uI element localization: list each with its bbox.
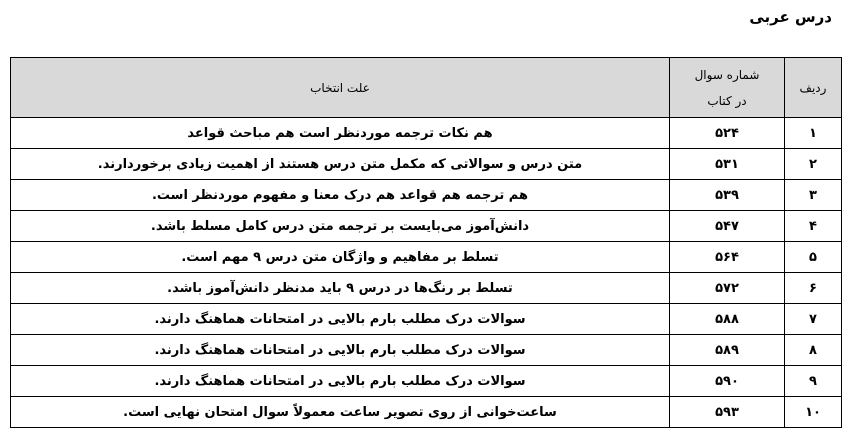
row-index: ۵ (785, 242, 842, 273)
selection-reason: سوالات درک مطلب بارم بالایی در امتحانات هماهنگ دارند. (11, 335, 670, 366)
selection-reason: سوالات درک مطلب بارم بالایی در امتحانات هماهنگ دارند. (11, 304, 670, 335)
selection-reason: هم نکات ترجمه موردنظر است هم مباحث قواعد (11, 118, 670, 149)
question-number: ۵۲۴ (670, 118, 785, 149)
page-title: درس عربی (749, 8, 832, 26)
table-row (11, 335, 842, 366)
selection-reason: تسلط بر مفاهیم و واژگان متن درس ۹ مهم است. (11, 242, 670, 273)
table-row (11, 304, 842, 335)
header-row-number: ردیف (785, 58, 842, 118)
question-number: ۵۷۲ (670, 273, 785, 304)
header-reason: علت انتخاب (11, 58, 670, 118)
table-row (11, 397, 842, 428)
row-index: ۳ (785, 180, 842, 211)
table-row (11, 366, 842, 397)
question-number: ۵۳۹ (670, 180, 785, 211)
table-row (11, 149, 842, 180)
table-header-row (11, 58, 842, 118)
table-row (11, 273, 842, 304)
row-index: ۴ (785, 211, 842, 242)
header-question-line1: شماره سوال (694, 67, 760, 82)
selection-reason: ساعت‌خوانی از روی تصویر ساعت معمولاً سوال امتحان نهایی است. (11, 397, 670, 428)
row-index: ۶ (785, 273, 842, 304)
question-number: ۵۳۱ (670, 149, 785, 180)
selection-reason: تسلط بر رنگ‌ها در درس ۹ باید مدنظر دانش‌آموز باشد. (11, 273, 670, 304)
question-number: ۵۹۳ (670, 397, 785, 428)
row-index: ۷ (785, 304, 842, 335)
selection-reason: دانش‌آموز می‌بایست بر ترجمه متن درس کامل مسلط باشد. (11, 211, 670, 242)
header-question-number (670, 58, 785, 118)
row-index: ۸ (785, 335, 842, 366)
question-number: ۵۶۴ (670, 242, 785, 273)
row-index: ۲ (785, 149, 842, 180)
questions-table (10, 57, 842, 428)
row-index: ۱ (785, 118, 842, 149)
question-number: ۵۸۹ (670, 335, 785, 366)
selection-reason: سوالات درک مطلب بارم بالایی در امتحانات هماهنگ دارند. (11, 366, 670, 397)
table-row (11, 242, 842, 273)
question-number: ۵۴۷ (670, 211, 785, 242)
question-number: ۵۹۰ (670, 366, 785, 397)
table-row (11, 180, 842, 211)
table-row (11, 118, 842, 149)
selection-reason: متن درس و سوالاتی که مکمل متن درس هستند از اهمیت زیادی برخوردارند. (11, 149, 670, 180)
table-row (11, 211, 842, 242)
header-question-line2: در کتاب (707, 93, 747, 108)
row-index: ۱۰ (785, 397, 842, 428)
row-index: ۹ (785, 366, 842, 397)
selection-reason: هم ترجمه هم قواعد هم درک معنا و مفهوم موردنظر است. (11, 180, 670, 211)
question-number: ۵۸۸ (670, 304, 785, 335)
